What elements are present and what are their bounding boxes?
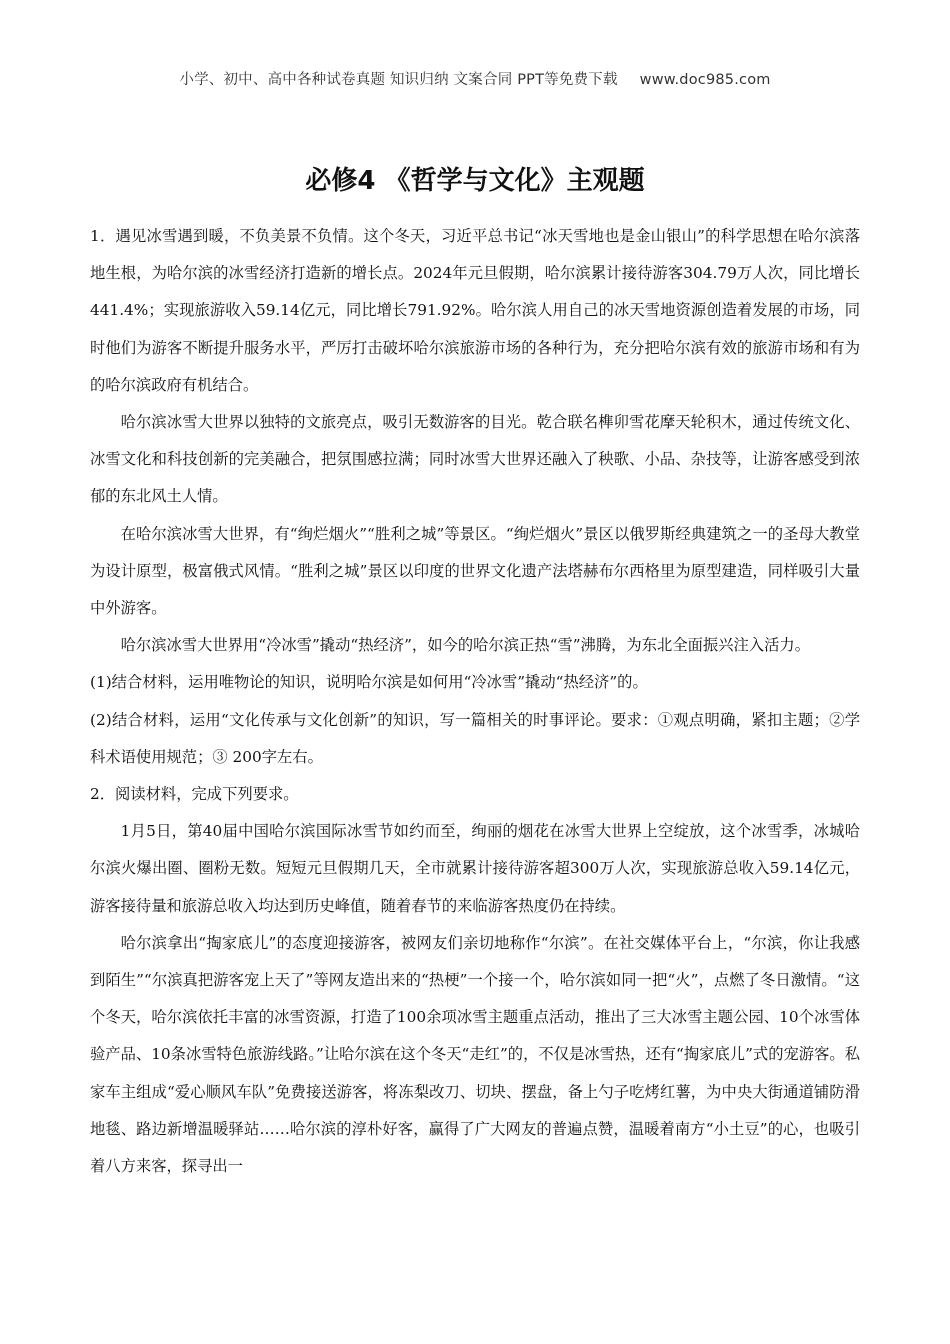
sub-question-2: (2)结合材料，运用“文化传承与文化创新”的知识，写一篇相关的时事评论。要求：①观点明确，紧扣主题；②学科术语使用规范；③ 200字左右。 [90, 710, 860, 766]
header-text: 小学、初中、高中各种试卷真题 知识归纳 文案合同 PPT等免费下载 [179, 72, 618, 88]
material-paragraph: 哈尔滨冰雪大世界以独特的文旅亮点，吸引无数游客的目光。乾合联名榫卯雪花摩天轮积木，通过传统文化、冰雪文化和科技创新的完美融合，把氛围感拉满；同时冰雪大世界还融入了秧歌、小品、杂技等，让游客感受到浓郁的东北风土人情。 [90, 413, 860, 506]
header-site: www.doc985.com [639, 72, 771, 88]
document-body [90, 218, 860, 1185]
material-paragraph: 哈尔滨冰雪大世界用“冷冰雪”撬动“热经济”，如今的哈尔滨正热“雪”沸腾，为东北全面振兴注入活力。 [120, 636, 810, 655]
sub-question-1: (1)结合材料，运用唯物论的知识，说明哈尔滨是如何用“冷冰雪”撬动“热经济”的。 [90, 673, 648, 692]
document-title: 必修4 《哲学与文化》主观题 [305, 166, 645, 196]
question-1-intro: 1．遇见冰雪遇到暖，不负美景不负情。这个冬天，习近平总书记“冰天雪地也是金山银山”的科学思想在哈尔滨落地生根，为哈尔滨的冰雪经济打造新的增长点。2024年元旦假期，哈尔滨累计接待游客304.79万人次，同比增长441.4%；实现旅游收入59.14亿元，同比增长791.92%。哈尔滨人用自己的冰天雪地资源创造着发展的市场，同时他们为游客不断提升服务水平，严厉打击破坏哈尔滨旅游市场的各种行为，充分把哈尔滨有效的旅游市场和有为的哈尔滨政府有机结合。 [90, 227, 860, 394]
material-paragraph: 哈尔滨拿出“掏家底儿”的态度迎接游客，被网友们亲切地称作“尔滨”。在社交媒体平台上，“尔滨，你让我感到陌生”“尔滨真把游客宠上天了”等网友造出来的“热梗”一个接一个，哈尔滨如同一把“火”，点燃了冬日激情。“这个冬天，哈尔滨依托丰富的冰雪资源，打造了100余项冰雪主题重点活动，推出了三大冰雪主题公园、10个冰雪体验产品、10条冰雪特色旅游线路。”让哈尔滨在这个冬天“走红”的，不仅是冰雪热，还有“掏家底儿”式的宠游客。私家车主组成“爱心顺风车队”免费接送游客，将冻梨改刀、切块、摆盘，备上勺子吃烤红薯，为中央大街通道铺防滑地毯、路边新增温暖驿站……哈尔滨的淳朴好客，赢得了广大网友的普遍点赞，温暖着南方“小土豆”的心，也吸引着八方来客，探寻出一 [90, 933, 860, 1176]
question-2-intro: 2．阅读材料，完成下列要求。 [90, 785, 299, 804]
material-paragraph: 1月5日，第40届中国哈尔滨国际冰雪节如约而至，绚丽的烟花在冰雪大世界上空绽放，这个冰雪季，冰城哈尔滨火爆出圈、圈粉无数。短短元旦假期几天，全市就累计接待游客超300万人次，实现旅游总收入59.14亿元，游客接待量和旅游总收入均达到历史峰值，随着春节的来临游客热度仍在持续。 [90, 822, 860, 915]
material-paragraph: 在哈尔滨冰雪大世界，有“绚烂烟火”“胜利之城”等景区。“绚烂烟火”景区以俄罗斯经典建筑之一的圣母大教堂为设计原型，极富俄式风情。“胜利之城”景区以印度的世界文化遗产法塔赫布尔西格里为原型建造，同样吸引大量中外游客。 [90, 524, 860, 618]
page-header [0, 68, 950, 89]
